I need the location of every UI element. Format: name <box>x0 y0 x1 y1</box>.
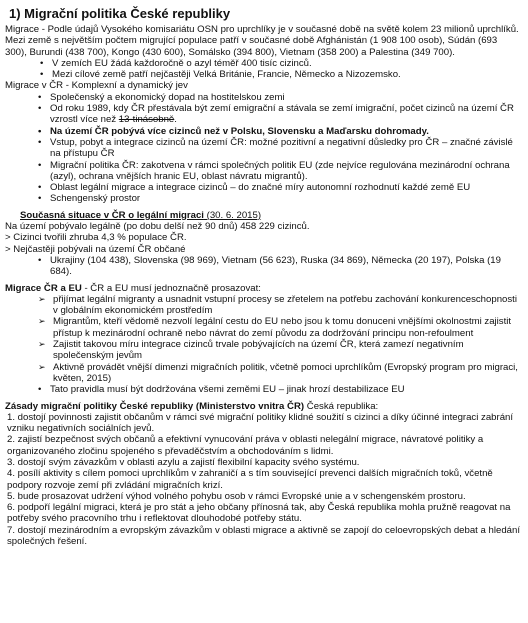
cr-heading: Migrace v ČR - Komplexní a dynamický jev <box>5 80 188 92</box>
cr-bullet: • Migrační politika ČR: zakotvena v rámci společných politik EU (zde nejvíce regulována mezinárodní ochrana (azyl), ochrana vnějších hranic EU, oblast návratu migrantů). <box>5 160 520 183</box>
situation-bullet: • Ukrajiny (104 438), Slovenska (98 969), Vietnam (56 623), Ruska (34 869), Německa (20 197), Polska (19 684). <box>5 255 520 278</box>
eu-arrow-item: ➢ Aktivně provádět vnější dimenzi migračních politik, včetně pomoci uprchlíkům (Evropský program pro migraci, květen, 2015) <box>5 362 520 385</box>
situation-line: > Cizinci tvořili zhruba 4,3 % populace ČR. <box>5 232 187 244</box>
eu-bullet: • Tato pravidla musí být dodržována všemi zeměmi EU – jinak hrozí destabilizace EU <box>5 384 520 395</box>
eu-arrow-item: ➢ Zajistit takovou míru integrace cizinců trvale pobývajících na území ČR, která zamezí negativním společenským jevům <box>5 339 520 362</box>
principle-item: 5. bude prosazovat udržení výhod volného pohybu osob v rámci Evropské unie a v schengenském prostoru. <box>7 490 466 502</box>
principle-item: 3. dostojí svým závazkům v oblasti azylu a zajistí flexibilní kapacity svého systému. <box>7 456 360 468</box>
principle-item: 2. zajistí bezpečnost svých občanů a efektivní vynucování práva v oblasti nelegální migrace, návratové politiky a organizovaného zločinu spojeného s převaděčstvím a obchodováním s lidmi. <box>7 434 484 457</box>
cr-bullet-end: . <box>174 114 177 126</box>
principles-heading <box>5 401 520 412</box>
eu-heading-rest: - ČR a EU musí jednoznačně prosazovat: <box>81 282 261 294</box>
situation-bullet-list <box>5 255 520 278</box>
principle-item: 1. dostojí povinnosti zajistit občanům v rámci své migrační politiky klidné soužití s cizinci a díky účinné integraci zabrání vzniku negativních sociálních jevů. <box>7 411 514 435</box>
cr-bullet-bold: • Na území ČR pobývá více cizinců než v Polsku, Slovensku a Maďarsku dohromady. <box>5 126 520 137</box>
intro-bullet: • Mezi cílové země patří nejčastěji Velká Británie, Francie, Německo a Nizozemsko. <box>5 69 520 80</box>
principle-item: 7. dostojí mezinárodním a evropským závazkům v oblasti migrace a aktivně se zapojí do celoevropských debat a hledání společných řešení. <box>7 524 520 548</box>
cr-bullet: • Oblast legální migrace a integrace cizinců – do značné míry autonomní rozhodnutí každé země EU <box>5 182 520 193</box>
page-title: 1) Migrační politika České republiky <box>9 6 231 21</box>
situation-line: Na území pobývalo legálně (po dobu delší než 90 dnů) 458 229 cizinců. <box>5 221 310 233</box>
intro-bullet-list <box>5 58 520 81</box>
intro-bullet: • V zemích EU žádá každoročně o azyl téměř 400 tisíc cizinců. <box>5 58 520 69</box>
eu-bullet-list <box>5 384 520 395</box>
principles-list <box>5 412 520 548</box>
cr-bullet: • Společenský a ekonomický dopad na hostitelskou zemi <box>5 92 520 103</box>
principle-item: 4. posílí aktivity s cílem pomoci uprchlíkům v zahraničí a s tím související prevenci dalších migračních toků, včetně podpory rozvoje zemí při zvládání migračních krizí. <box>7 468 493 491</box>
struck-text: 13-tinásobně <box>118 114 175 126</box>
cr-bullet: • Vstup, pobyt a integrace cizinců na území ČR: možné pozitivní a negativní důsledky pro ČR – značné závislé na přístupu ČR <box>5 137 520 160</box>
intro-paragraph: Migrace - Podle údajů Vysokého komisariátu OSN pro uprchlíky je v současné době na světě kolem 23 milionů uprchlíků. Mezi země s největším počtem migrující populace patří v současné době Afghánistán (1 908 100 osob), Súdán (693 300), Burundi (438 700), Kongo (430 600), Somálsko (394 800), Vietnam (358 200) a Palestina (349 700). <box>5 24 519 58</box>
principle-item: 6. podpoří legální migraci, která je pro stát a jeho občany přínosná tak, aby Česká republika mohla pružně reagovat na potřeby svého pracovního trhu i reflektovat dlouhodobé potřeby státu. <box>7 502 511 525</box>
eu-arrow-item: ➢ Migrantům, kteří vědomě nezvolí legální cestu do EU nebo jsou k tomu donuceni vnějšími okolnostmi zajistit přístup k mezinárodní ochraně nebo návrat do zemí původu za dodržování principu non-refoulment <box>5 316 520 339</box>
eu-arrow-item: ➢ přijímat legální migranty a usnadnit vstupní procesy se zřetelem na potřebu zachování konkurenceschopnosti v globálním ekonomickém prostředím <box>5 294 520 317</box>
principles-heading-rest: Česká republika: <box>304 400 379 412</box>
cr-bullet-list <box>5 92 520 205</box>
situation-date: (30. 6. 2015) <box>203 209 262 221</box>
situation-heading <box>5 210 520 221</box>
cr-bullet-text: Od roku 1989, kdy ČR přestávala být zemí emigrační a stávala se zemí imigrační, počet cizinců na území ČR vzrostl více než <box>50 103 514 126</box>
eu-heading <box>5 283 520 294</box>
situation-line: > Nejčastěji pobývali na území ČR občané <box>5 243 186 255</box>
situation-heading-text: Současná situace v ČR o legální migraci <box>20 209 204 221</box>
cr-bullet: • Schengenský prostor <box>5 193 520 204</box>
eu-heading-bold: Migrace ČR a EU <box>5 282 82 294</box>
eu-arrow-list <box>5 294 520 384</box>
principles-heading-bold: Zásady migrační politiky České republiky (Ministerstvo vnitra ČR) <box>5 400 305 412</box>
cr-bullet <box>5 103 520 126</box>
